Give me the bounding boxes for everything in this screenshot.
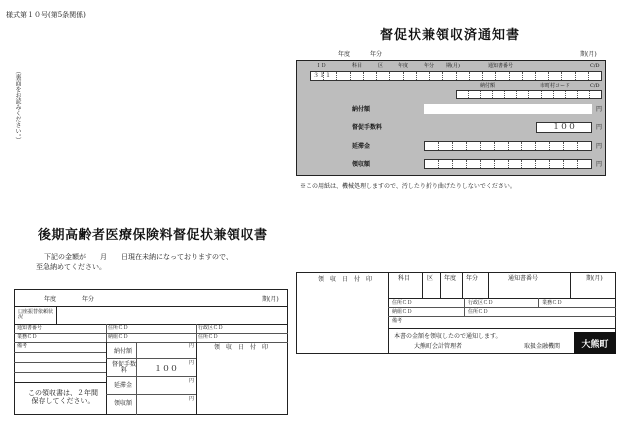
notice-period-label: 期(月) [580,51,597,58]
notice-row-field-0 [424,104,592,114]
receipt-payer-cd: 納組ＣＤ [108,334,129,340]
hdr-year: 年度 [398,63,409,69]
stub-payer-cd: 納組ＣＤ [392,309,413,315]
form-number: 様式第１０号(第5条関係) [6,11,86,19]
bank-label: 口座振替依頼状況 [18,309,54,320]
hdr-id: ＩＤ [316,63,327,69]
stub-notify-line: 本書の金額を領収したので通知します。 [394,333,502,340]
stub-hdr-year: 年度 [444,275,457,282]
hdr-subject: 科目 [352,63,363,69]
stub-business-cd: 業務ＣＤ [542,300,563,306]
fee-value: １００ [552,122,576,132]
stub-town-badge: 大熊町 [574,332,616,354]
notice-row-field-2 [424,141,592,151]
stub-stamp-label: 領 収 日 付 印 [318,276,373,283]
stub-address-cd-2: 住所ＣＤ [468,309,489,315]
stub-agency: 取扱金融機関 [524,343,561,350]
hdr-cd: C/D [590,63,600,69]
notice-yen-1: 円 [596,124,603,131]
receipt-remarks: 備考 [17,343,28,349]
receipt-yen-0: 円 [189,343,195,349]
notice-year-suffix: 年分 [370,51,383,58]
notice-row-label-1: 督促手数料 [352,124,383,131]
stub-remarks: 備考 [392,318,403,324]
receipt-year-label: 年度 [44,296,57,303]
stub-hdr-yearpart: 年分 [466,275,479,282]
sub-hdr-city: 市町村コード [540,83,571,89]
stub-hdr-notice-no: 通知書番号 [508,275,539,282]
code-value: ３１１ [313,72,332,79]
sub-hdr-cd: C/D [590,83,600,89]
stub-treasurer: 大熊町会計管理者 [414,343,463,350]
notice-row-label-0: 納付額 [352,106,371,113]
notice-row-field-3 [424,159,592,169]
notice-row-label-3: 領収額 [352,161,371,168]
receipt-row-label-2: 延滞金 [114,382,133,389]
hdr-yearpart: 年分 [424,63,435,69]
hdr-period: 期(月) [446,63,460,69]
receipt-yen-1: 円 [189,360,195,366]
notice-year-label: 年度 [338,51,351,58]
notice-row-field-1 [536,122,592,133]
receipt-yen-3: 円 [189,396,195,402]
receipt-stamp-label: 領 収 日 付 印 [214,344,269,351]
code-field-row [310,71,602,81]
notice-yen-0: 円 [596,106,603,113]
receipt-yen-2: 円 [189,378,195,384]
stub-admin-cd: 行政区ＣＤ [468,300,494,306]
receipt-row-label-3: 領収額 [114,400,133,407]
receipt-year-suffix: 年分 [82,296,95,303]
sub-field-row [456,90,602,99]
stub-hdr-subject: 科目 [398,275,411,282]
notice-yen-3: 円 [596,161,603,168]
notice-footnote: ※この用紙は、機械処理しますので、汚したり折り曲げたりしないでください。 [300,183,516,190]
stub-address-cd: 住所ＣＤ [392,300,413,306]
receipt-message-1: 下記の金額が 月 日現在未納になっておりますので、 [44,253,233,261]
receipt-notice-no: 通知書番号 [17,325,43,331]
notice-row-label-2: 延滞金 [352,143,371,150]
receipt-business-cd: 業務ＣＤ [17,334,38,340]
hdr-ward: 区 [378,63,384,69]
receipt-admin-cd: 行政区ＣＤ [198,325,224,331]
vertical-note: （裏面をお読みください。） [14,68,21,143]
stub-hdr-ward: 区 [427,275,434,282]
notice-title: 督促状兼領収済通知書 [380,28,521,43]
sub-hdr-pay: 納付額 [480,83,496,89]
receipt-period-label: 期(月) [262,296,279,303]
stub-hdr-period: 期(月) [586,275,603,282]
receipt-address-cd-2: 住所ＣＤ [198,334,219,340]
receipt-keep-note: この領収書は、２年間保存してください。 [28,389,98,405]
hdr-notice-no: 通知書番号 [488,63,514,69]
receipt-address-cd: 住所ＣＤ [108,325,129,331]
receipt-row-label-0: 納付額 [114,348,133,355]
receipt-row-label-1: 督促手数料 [112,361,137,374]
receipt-message-2: 至急納めてください。 [36,263,106,271]
notice-yen-2: 円 [596,143,603,150]
receipt-row-value-1: １００ [154,364,178,373]
stub-frame [296,272,616,354]
receipt-title: 後期高齢者医療保険料督促状兼領収書 [38,228,268,243]
